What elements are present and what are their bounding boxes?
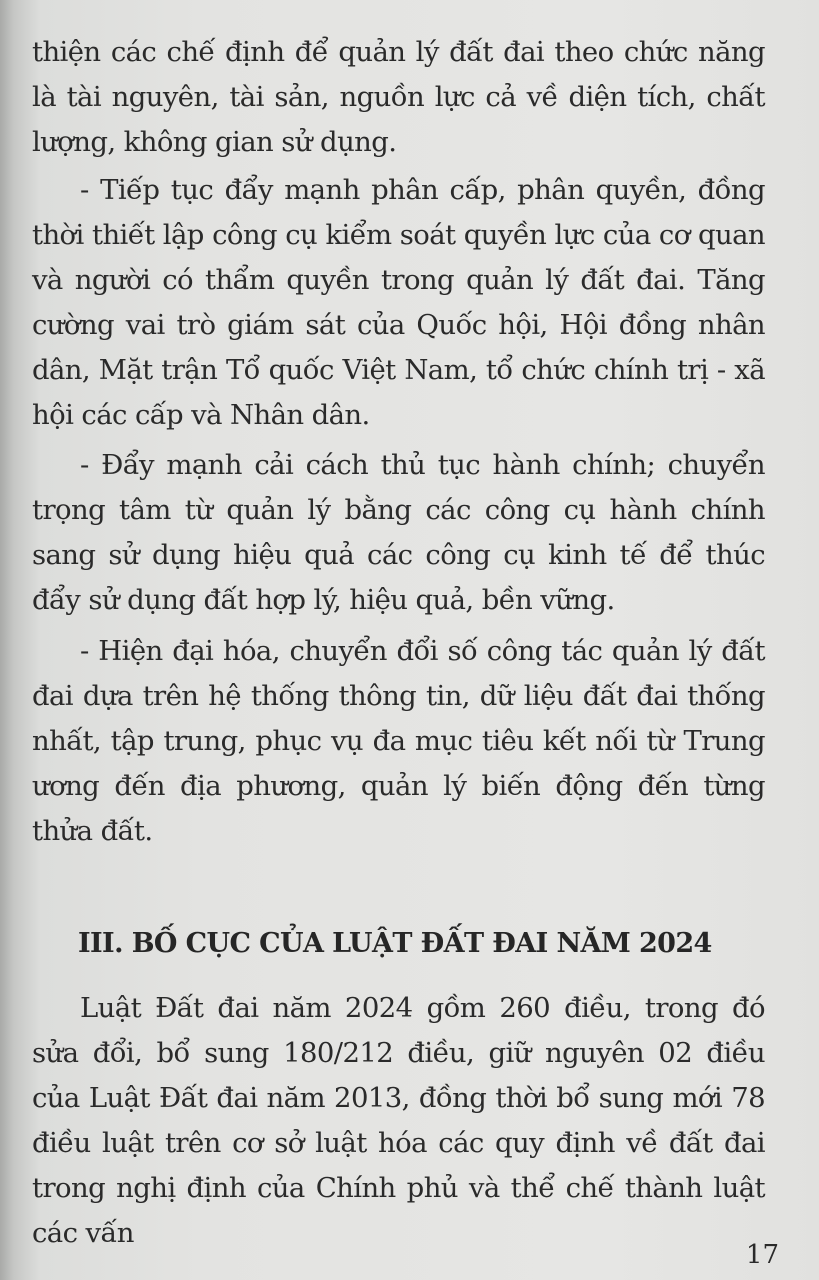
page-number: 17 [745, 1240, 779, 1270]
paragraph-digital-transformation: - Hiện đại hóa, chuyển đổi số công tác quản lý đất đai dựa trên hệ thống thông tin, dữ liệu đất đai thống nhất, tập trung, phục vụ đa mục tiêu kết nối từ Trung ương đến địa phương, quản lý biến động đến từng thửa đất. [32, 635, 765, 847]
paragraph-decentralization: - Tiếp tục đẩy mạnh phân cấp, phân quyền, đồng thời thiết lập công cụ kiểm soát quyền lực của cơ quan và người có thẩm quyền trong quản lý đất đai. Tăng cường vai trò giám sát của Quốc hội, Hội đồng nhân dân, Mặt trận Tổ quốc Việt Nam, tổ chức chính trị - xã hội các cấp và Nhân dân. [32, 174, 765, 431]
section-paragraph: Luật Đất đai năm 2024 gồm 260 điều, trong đó sửa đổi, bổ sung 180/212 điều, giữ nguyên 02 điều của Luật Đất đai năm 2013, đồng thời bổ sung mới 78 điều luật trên cơ sở luật hóa các quy định về đất đai trong nghị định của Chính phủ và thể chế thành luật các vấn [32, 992, 765, 1249]
paragraph-continuation: thiện các chế định để quản lý đất đai theo chức năng là tài nguyên, tài sản, nguồn lực cả về diện tích, chất lượng, không gian sử dụng. [32, 36, 765, 158]
section-heading: III. BỐ CỤC CỦA LUẬT ĐẤT ĐAI NĂM 2024 [78, 928, 712, 959]
paragraph-administrative-reform: - Đẩy mạnh cải cách thủ tục hành chính; chuyển trọng tâm từ quản lý bằng các công cụ hành chính sang sử dụng hiệu quả các công cụ kinh tế để thúc đẩy sử dụng đất hợp lý, hiệu quả, bền vững. [32, 449, 765, 616]
